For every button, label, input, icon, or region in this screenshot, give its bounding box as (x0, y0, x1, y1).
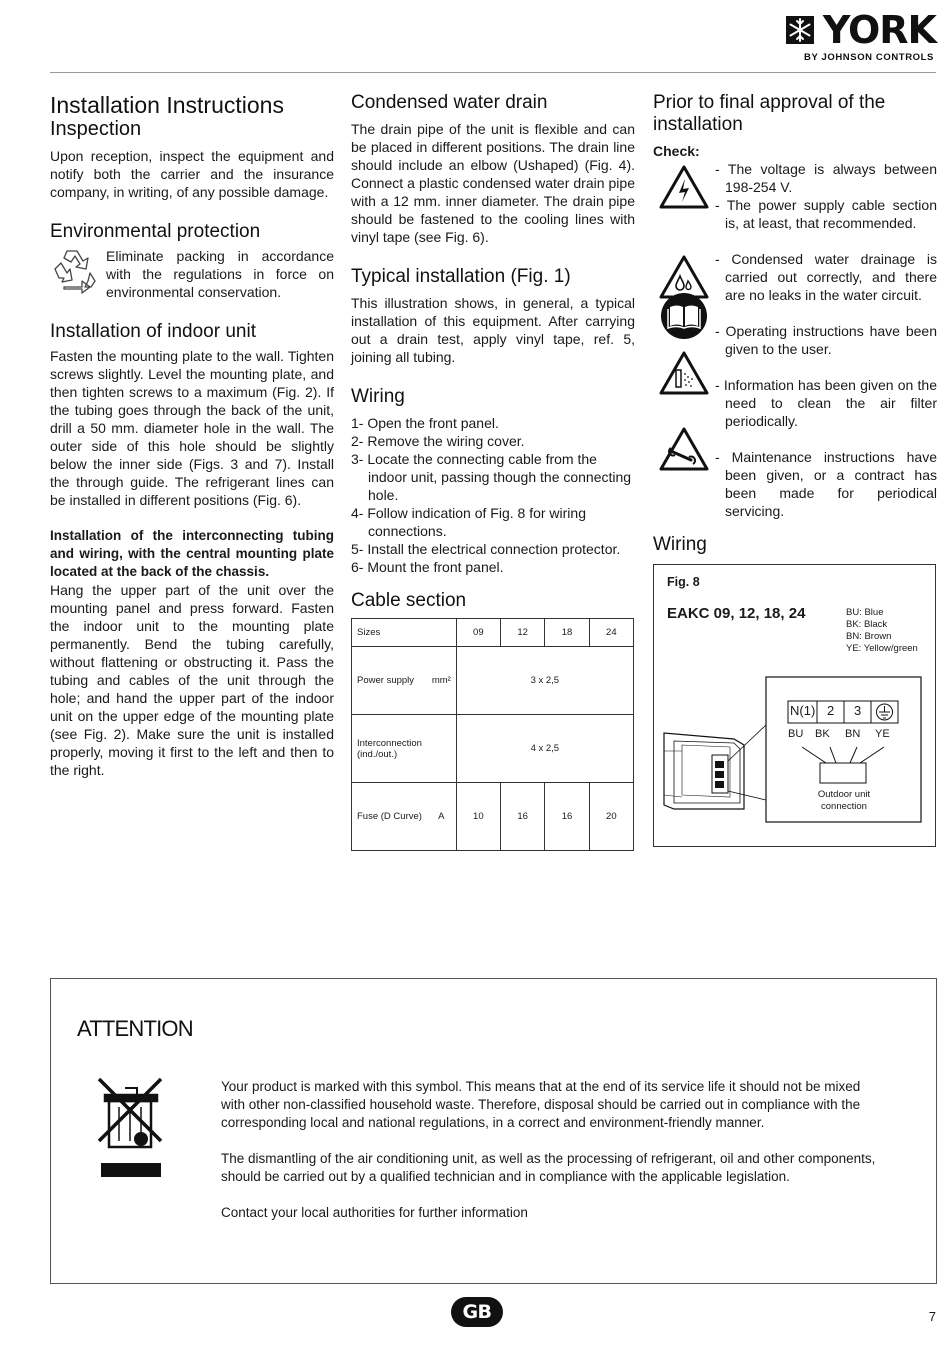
inspection-heading: Inspection (50, 118, 142, 140)
environmental-heading: Environmental protection (50, 221, 261, 242)
attention-paragraph: Your product is marked with this symbol. This means that at the end of its service life it should not be mixed with other non-classified household waste. Therefore, disposal should be carried out in compliance with the corresponding local and national regulations, in a correct and environment-friendly manner. (221, 1079, 861, 1130)
terminal-label: 2 (827, 703, 835, 718)
table-cell: A (427, 783, 456, 851)
wiring-heading: Wiring (351, 386, 405, 407)
check-line: - The voltage is always between 198-254 V. (715, 161, 937, 195)
table-cell: 18 (545, 619, 589, 647)
brand-subtitle: BY JOHNSON CONTROLS (804, 52, 934, 63)
language-badge: GB (451, 1297, 503, 1327)
cable-section-heading: Cable section (351, 590, 467, 611)
check-label: Check: (653, 143, 700, 159)
inspection-text: Upon reception, inspect the equipment and notify both the carrier and the insurance company, in writing, of any possible damage. (50, 148, 334, 200)
brand-name: YORK (822, 8, 936, 52)
table-cell (427, 715, 456, 783)
table-cell: Interconnection (ind./out.) (352, 715, 427, 783)
list-item: 4- Follow indication of Fig. 8 for wiring connections. (351, 505, 586, 539)
check-line: - The power supply cable section is, at least, that recommended. (715, 197, 937, 231)
outdoor-connection-label: Outdoor unit connection (817, 789, 871, 812)
table-cell: mm² (427, 647, 456, 715)
table-cell: 4 x 2,5 (456, 715, 633, 783)
wire-color-label: BN (845, 728, 861, 740)
recycle-icon (50, 247, 98, 297)
indoor-unit-text: Fasten the mounting plate to the wall. Tighten screws slightly. Level the mounting plate, and then tighten screws to a maximum (Fig. 2). If the tubing goes through the back of the unit, drill a 50 mm. diameter hole in the wall. The outer side of this hole should be slightly below the inner side (Figs. 3 and 7). Install the through guide. The refrigerant lines can be installed in different positions (Fig. 6). (50, 348, 334, 508)
check-item (653, 160, 937, 232)
table-cell: 16 (501, 783, 545, 851)
table-cell: Power supply (352, 647, 427, 715)
model-label: EAKC 09, 12, 18, 24 (667, 605, 806, 622)
check-item (653, 376, 937, 430)
manual-book-icon (660, 292, 708, 340)
environmental-text: Eliminate packing in accordance with the regulations in force on environmental conservation. (106, 248, 334, 300)
table-cell: 3 x 2,5 (456, 647, 633, 715)
cable-section-table (351, 618, 634, 851)
attention-paragraph: Contact your local authorities for further information (221, 1205, 528, 1220)
wire-color-label: YE (875, 728, 890, 740)
typical-installation-text: This illustration shows, in general, a typical installation of this equipment. After carrying out a drain test, apply vinyl tape, ref. 5, joining all tubing. (351, 295, 635, 365)
page-number: 7 (928, 1309, 936, 1324)
legend-item: YE: Yellow/green (846, 643, 918, 654)
list-item: 1- Open the front panel. (351, 415, 499, 431)
list-item: 2- Remove the wiring cover. (351, 433, 525, 449)
table-cell: Sizes (352, 619, 427, 647)
table-cell: 24 (589, 619, 633, 647)
attention-title: ATTENTION (77, 1016, 193, 1041)
check-line: - Information has been given on the need to clean the air filter periodically. (715, 377, 937, 429)
check-line: - Maintenance instructions have been given, or a contract has been made for periodical servicing. (715, 449, 937, 519)
terminal-label: 3 (854, 703, 862, 718)
check-item (653, 448, 937, 520)
check-line: - Operating instructions have been given to the user. (715, 323, 937, 357)
drain-heading: Condensed water drain (351, 92, 548, 113)
wire-color-label: BK (815, 728, 830, 740)
wiring-diagram-fig8 (653, 564, 936, 847)
indoor-unit-heading: Installation of indoor unit (50, 321, 256, 342)
air-filter-warning-icon (658, 350, 710, 396)
legend-item: BK: Black (846, 619, 888, 630)
snowflake-icon (786, 16, 814, 44)
table-cell: 12 (501, 619, 545, 647)
list-item: 5- Install the electrical connection protector. (351, 541, 621, 557)
wrench-warning-icon (658, 426, 710, 472)
column-drain-wiring (351, 92, 635, 851)
approval-heading: Prior to final approval of the installation (653, 92, 886, 135)
column-approval (653, 92, 937, 847)
interconnect-text: Hang the upper part of the unit over the mounting panel and press forward. Fasten the indoor unit to the mounting plate permanently. Bend the tubing carefully, without flattening or obstructing it. Pass the tubing and cables of the unit through the hole; and hand the upper part of the indoor unit on the upper edge of the mounting plate (see Fig. 2). Make sure the unit is installed properly, moving it first to the left and then to the right. (50, 582, 334, 778)
table-row (352, 619, 634, 647)
table-row (352, 715, 634, 783)
interconnect-bold-text: Installation of the interconnecting tubing and wiring, with the central mounting plate located at the back of the chassis. (50, 528, 334, 579)
figure-label: Fig. 8 (667, 575, 700, 589)
check-line: - Condensed water drainage is carried out correctly, and there are no leaks in the water circuit. (715, 251, 937, 303)
crossed-bin-icon (95, 1075, 171, 1181)
terminal-label: N(1) (790, 703, 816, 718)
typical-installation-heading: Typical installation (Fig. 1) (351, 266, 571, 287)
electric-hazard-icon (658, 164, 710, 210)
table-cell: 10 (456, 783, 500, 851)
header-divider (50, 72, 936, 73)
table-cell (427, 619, 456, 647)
column-installation (50, 92, 334, 779)
york-logo (786, 10, 936, 66)
table-row (352, 647, 634, 715)
page-title: Installation Instructions (50, 92, 284, 118)
wiring-steps (351, 414, 635, 576)
wiring-heading-2: Wiring (653, 534, 707, 555)
table-cell: Fuse (D Curve) (352, 783, 427, 851)
drain-text: The drain pipe of the unit is flexible and can be placed in different positions. The drain line should include an elbow (Ushaped) (Fig. 4). Connect a plastic condensed water drain pipe with a 12 mm. inner diameter. The drain pipe should be fastened to the cooling lines with vinyl tape (see Fig. 6). (351, 121, 635, 245)
wire-color-label: BU (788, 728, 804, 740)
table-cell: 20 (589, 783, 633, 851)
attention-paragraph: The dismantling of the air conditioning unit, as well as the processing of refrigerant, oil and other components, should be carried out by a qualified technician and in compliance with the applicable legislation. (221, 1151, 876, 1184)
table-cell: 09 (456, 619, 500, 647)
attention-text (221, 1078, 883, 1240)
table-row (352, 783, 634, 851)
attention-box (50, 978, 937, 1284)
list-item: 6- Mount the front panel. (351, 559, 504, 575)
table-cell: 16 (545, 783, 589, 851)
list-item: 3- Locate the connecting cable from the indoor unit, passing though the connecting hole. (351, 451, 632, 503)
legend-item: BN: Brown (846, 631, 892, 642)
legend-item: BU: Blue (846, 607, 884, 618)
